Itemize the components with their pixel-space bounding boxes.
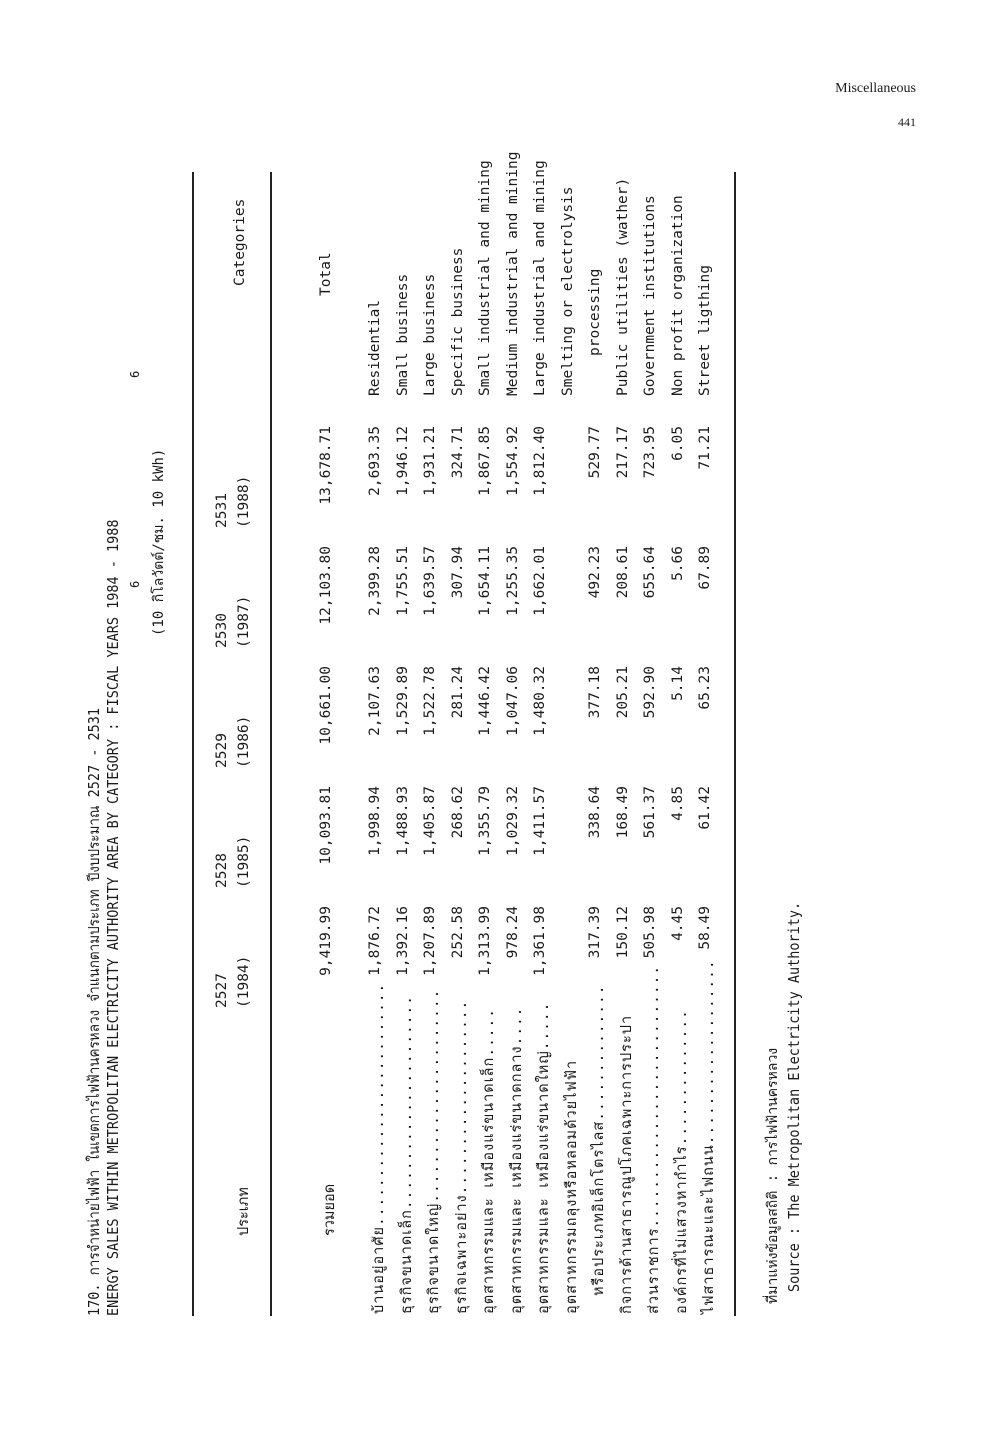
row-value: 377.18 [587,666,603,719]
row-value: 1,867.85 [477,426,493,496]
column-header-year: 2528 [214,853,230,888]
total-label-english: Total [318,252,334,296]
row-value: 65.23 [697,666,713,710]
row-value: 67.89 [697,546,713,590]
row-label-thai: อุตสาหกรรมและ เหมืองแร่ขนาดกลาง.... [509,1006,525,1314]
row-label-english: Non profit organization [670,195,686,396]
row-value: 1,946.12 [395,426,411,496]
table-title-english: ENERGY SALES WITHIN METROPOLITAN ELECTRICITY AUTHORITY AREA BY CATEGORY : FISCAL YEARS 1984 - 1988 [104,519,122,1316]
row-value: 1,931.21 [422,426,438,496]
row-label-english: Medium industrial and mining [505,151,521,396]
total-label-thai: รวมยอด [322,1183,338,1236]
column-header-year: 2527 [214,973,230,1008]
row-value: 205.21 [615,666,631,719]
row-label-thai: องค์กรที่ไม่แสวงหากำไร.............. [674,1009,690,1314]
row-value: 505.98 [642,906,658,959]
row-value: 307.94 [450,546,466,599]
row-value: 1,255.35 [505,546,521,616]
row-label-english: Public utilities (wather) [615,177,631,396]
column-header-year-ce: (1988) [236,475,252,528]
row-value: 2,107.63 [367,666,383,736]
total-value: 13,678.71 [318,426,334,505]
row-label-english: Residential [367,299,383,396]
top-rule [192,172,194,1316]
column-header-year: 2531 [214,493,230,528]
row-value: 1,392.16 [395,906,411,976]
row-value: 338.64 [587,786,603,839]
total-value: 10,661.00 [318,666,334,745]
row-value: 1,446.42 [477,666,493,736]
row-label-english: Small industrial and mining [477,160,493,396]
row-label-english: Large industrial and mining [532,160,548,396]
row-value: 58.49 [697,906,713,950]
header-rule [270,172,272,1316]
row-label-thai: กิจการด้านสาธารณูปโภคเฉพาะการประปา [619,1014,635,1314]
row-label-thai: ไฟสาธารณะและไฟถนน................... [701,959,717,1314]
row-label-english: Street ligthing [697,265,713,396]
row-value: 281.24 [450,666,466,719]
row-label-thai: อุตสาหกรรมและ เหมืองแร่ขนาดเล็ก..... [481,1008,497,1314]
section-label: Miscellaneous [835,81,916,96]
column-header-year-ce: (1986) [236,715,252,768]
unit-text: (10 กิโลวัตต์/ชม. 10 kWh) [151,448,167,636]
unit-note [128,370,170,636]
row-value: 1,755.51 [395,546,411,616]
bottom-rule [734,172,736,1316]
row-value: 655.64 [642,546,658,599]
source-thai: ที่มาแห่งข้อมูลสถิติ : การไฟฟ้านครหลวง [765,1047,781,1304]
row-value: 150.12 [615,906,631,959]
total-value: 9,419.99 [318,906,334,976]
row-value: 61.42 [697,786,713,830]
row-value: 1,405.87 [422,786,438,856]
row-value: 1,361.98 [532,906,548,976]
unit-superscript: 6 [128,580,142,588]
row-value: 1,047.06 [505,666,521,736]
row-value: 1,662.01 [532,546,548,616]
table-title-thai: 170. การจำหน่ายไฟฟ้า ในเขตการไฟฟ้านครหลวง จำแนกตามประเภท ปีงบประมาณ 2527 - 2531 [85,707,103,1316]
column-header-year-ce: (1985) [236,835,252,888]
row-label-thai: บ้านอยู่อาศัย......................... [371,982,387,1314]
row-value: 1,639.57 [422,546,438,616]
row-value: 2,693.35 [367,426,383,496]
row-value: 978.24 [505,906,521,959]
row-value: 592.90 [642,666,658,719]
row-label-thai: ธุรกิจขนาดเล็ก...................... [399,995,415,1314]
row-value: 217.17 [615,426,631,479]
row-value: 1,480.32 [532,666,548,736]
row-value: 4.85 [670,786,686,821]
row-value: 6.05 [670,426,686,461]
column-header-year: 2529 [214,733,230,768]
row-value: 1,355.79 [477,786,493,856]
row-value: 1,488.93 [395,786,411,856]
row-value: 492.23 [587,546,603,599]
column-header-category-english: Categories [232,198,248,286]
column-header-year-ce: (1984) [236,955,252,1008]
row-value: 1,529.89 [395,666,411,736]
row-value: 71.21 [697,426,713,470]
total-value: 10,093.81 [318,786,334,865]
row-label-english: Specific business [450,247,466,396]
row-value: 168.49 [615,786,631,839]
row-value: 1,998.94 [367,786,383,856]
row-value: 252.58 [450,906,466,959]
row-value: 2,399.28 [367,546,383,616]
column-header-year: 2530 [214,613,230,648]
row-value: 1,411.57 [532,786,548,856]
row-label-english: Small business [395,273,411,396]
row-value: 1,207.89 [422,906,438,976]
row-label-thai: ธุรกิจเฉพาะอย่าง.................... [454,999,470,1314]
row-label-thai: อุตสาหกรรมและ เหมืองแร่ขนาดใหญ่..... [536,1001,552,1314]
column-header-year-ce: (1987) [236,595,252,648]
row-value: 208.61 [615,546,631,599]
row-value: 1,029.32 [505,786,521,856]
row-value: 317.39 [587,906,603,959]
row-value: 561.37 [642,786,658,839]
row-value: 5.66 [670,546,686,581]
row-value: 1,654.11 [477,546,493,616]
row-value: 529.77 [587,426,603,479]
total-value: 12,103.80 [318,546,334,625]
column-header-category-thai: ประเภท [236,1187,252,1236]
row-value: 5.14 [670,666,686,701]
row-label-english: Smelting or electrolysis [560,186,576,396]
source-english: Source : The Metropolitan Electricity Authority. [785,901,803,1292]
row-label-english: processing [587,268,603,356]
row-value: 324.71 [450,426,466,479]
row-label-thai: หรือประเภทอิเล็กโตรไลส.............. [591,984,607,1296]
row-label-english: Large business [422,273,438,396]
row-label-english: Government institutions [642,195,658,396]
page-number: 441 [898,115,916,129]
unit-superscript: 6 [128,370,142,378]
row-value: 723.95 [642,426,658,479]
row-value: 1,554.92 [505,426,521,496]
row-value: 268.62 [450,786,466,839]
row-label-thai: อุตสาหกรรมถลุงหรือหลอมด้วยไฟฟ้า [564,1059,580,1314]
row-value: 4.45 [670,906,686,941]
row-value: 1,522.78 [422,666,438,736]
row-label-thai: ธุรกิจขนาดใหญ่...................... [426,988,442,1314]
row-value: 1,812.40 [532,426,548,496]
row-value: 1,876.72 [367,906,383,976]
row-value: 1,313.99 [477,906,493,976]
row-label-thai: ส่วนราชการ........................... [646,964,662,1314]
